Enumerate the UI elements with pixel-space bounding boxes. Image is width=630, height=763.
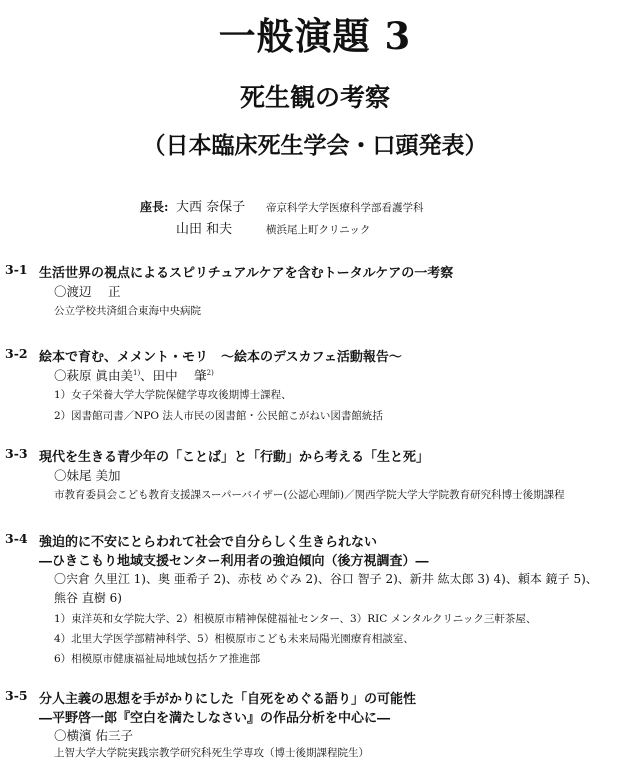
presentation-number: 3-1: [5, 262, 28, 277]
presentation-affiliation: 1）女子栄養大学大学院保健学専攻後期博士課程、: [54, 389, 292, 401]
presentation-affiliation: 市教育委員会こども教育支援課スーパーバイザー(公認心理師)／関西学院大学大学院教育研究科博士後期課程: [54, 489, 565, 501]
presentation-subtitle: ―平野啓一郎『空白を満たしなさい』の作品分析を中心に―: [39, 711, 391, 726]
presentation-title: 絵本で育む、メメント・モリ ～絵本のデスカフェ活動報告～: [39, 350, 402, 365]
presentation-affiliation: 公立学校共済組合東海中央病院: [54, 305, 201, 317]
presentation-number: 3-4: [5, 531, 28, 546]
organization-label: （日本臨床死生学会・口頭発表）: [142, 132, 488, 159]
presentation-authors: 熊谷 直樹 6): [54, 591, 122, 605]
presentation-authors: 〇横濱 佑三子: [54, 728, 133, 743]
presentation-number: 3-5: [5, 688, 28, 703]
presentation-title: 生活世界の視点によるスピリチュアルケアを含むトータルケアの一考察: [39, 266, 454, 281]
presentation-authors: 〇妹尾 美加: [54, 468, 121, 483]
presentation-affiliation: 1）東洋英和女学院大学、2）相模原市精神保健福祉センター、3）RIC メンタルクリニック三軒茶屋、: [54, 613, 537, 625]
presentation-number: 3-2: [5, 346, 28, 361]
presentation-title: 強迫的に不安にとらわれて社会で自分らしく生きられない: [39, 535, 378, 550]
presentation-affiliation: 4）北里大学医学部精神科学、5）相模原市こども未来局陽光園療育相談室、: [54, 633, 414, 645]
chairs-block: [140, 196, 424, 240]
chair-name: 大西 奈保子: [176, 200, 246, 215]
chair-name: 山田 和夫: [176, 222, 233, 237]
session-title: 一般演題 3: [218, 14, 412, 58]
presentation-affiliation: 上智大学大学院実践宗教学研究科死生学専攻（博士後期課程院生）: [54, 747, 369, 759]
presentation-number: 3-3: [5, 446, 28, 461]
chairs-label: 座長:: [140, 200, 169, 214]
chair-affiliation: 横浜尾上町クリニック: [266, 224, 371, 236]
session-subtitle: 死生観の考察: [239, 83, 390, 112]
presentation-authors: 〇宍倉 久里江 1)、奥 亜希子 2)、赤枝 めぐみ 2)、谷口 智子 2)、新井 紘太郎 3) 4)、頼本 鏡子 5)、: [54, 572, 598, 586]
presentation-title: 分人主義の思想を手がかりにした「自死をめぐる語り」の可能性: [39, 692, 417, 707]
chair-affiliation: 帝京科学大学医療科学部看護学科: [266, 202, 424, 214]
presentation-affiliation: 6）相模原市健康福祉局地域包括ケア推進部: [54, 653, 261, 665]
presentation-title: 現代を生きる青少年の「ことば」と「行動」から考える「生と死」: [39, 450, 430, 465]
presentation-authors: 〇渡辺 正: [54, 284, 121, 299]
presentation-subtitle: ―ひきこもり地域支援センター利用者の強迫傾向（後方視調査）―: [39, 554, 429, 569]
presentation-authors: 〇萩原 眞由美$^{1)}$、田中 肇$^{2)}$: [54, 368, 214, 383]
presentation-affiliation: 2）図書館司書／NPO 法人市民の図書館・公民館こがねい図書館統括: [54, 410, 383, 422]
